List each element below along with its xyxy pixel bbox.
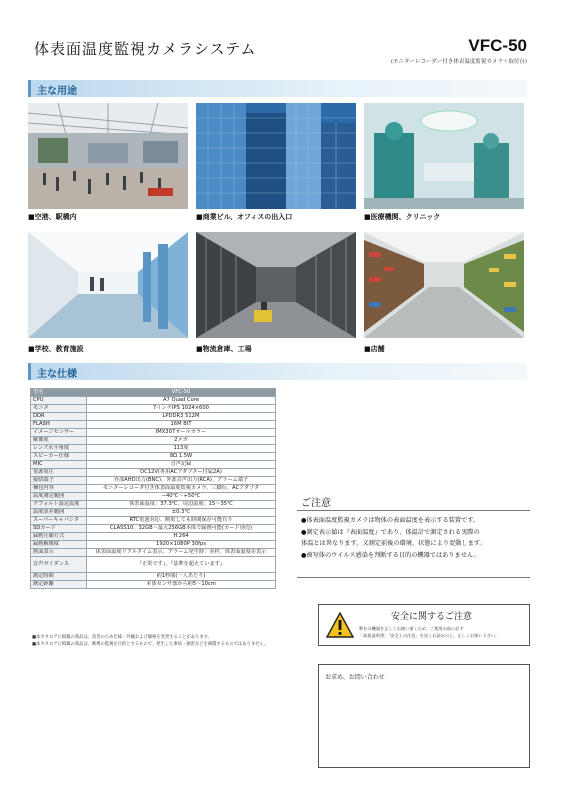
specs-heading: 主な仕様 — [37, 369, 77, 380]
caution-line: ●被写体のウイルス感染を判断する目的の機器ではありません。 — [301, 551, 480, 559]
spec-key: 梱包内容 — [31, 485, 87, 493]
spec-value: H.264 — [87, 533, 276, 541]
safety-text — [359, 625, 529, 639]
spec-key: 電源電圧 — [31, 469, 87, 477]
spec-key: 音声ガイダンス — [31, 557, 87, 573]
spec-value: 1920×1080P 30fps — [87, 541, 276, 549]
caption-office: ■商業ビル、オフィスの出入口 — [196, 213, 293, 221]
spec-row — [31, 549, 276, 557]
spec-row — [31, 501, 276, 509]
spec-value: 外部AHD出力(BNC)、外部音声出力(RCA)、アラーム端子 — [87, 477, 276, 485]
model-number: VFC-50 — [468, 36, 527, 55]
spec-row — [31, 397, 276, 405]
spec-row — [31, 541, 276, 549]
airport-photo — [28, 103, 188, 209]
spec-table — [30, 388, 276, 589]
spec-row — [31, 557, 276, 573]
spec-value: 2メガ — [87, 437, 276, 445]
spec-value: 16M BIT — [87, 421, 276, 429]
spec-value: IMX307オールカラー — [87, 429, 276, 437]
warning-triangle-icon — [326, 612, 354, 638]
uses-heading: 主な用途 — [37, 86, 77, 97]
spec-key: 測定距離 — [31, 581, 87, 589]
spec-row — [31, 445, 276, 453]
spec-value: RTC電池対応、断電しても時間保存可能有り — [87, 517, 276, 525]
spec-key: MIC — [31, 461, 87, 469]
spec-key: 温度誤差範囲 — [31, 509, 87, 517]
spec-value: 音声記録 — [87, 461, 276, 469]
caption-school: ■学校、教育施設 — [28, 345, 84, 353]
caution-title: ご注意 — [301, 498, 331, 509]
spec-key: レンズ水平角度 — [31, 445, 87, 453]
spec-key: CPU — [31, 397, 87, 405]
spec-value: 7インチIPS 1024×600 — [87, 405, 276, 413]
spec-value: LPDDR3 512M — [87, 413, 276, 421]
spec-value: 8Ω 1.5W — [87, 453, 276, 461]
spec-row — [31, 437, 276, 445]
spec-key: 録画解像度 — [31, 541, 87, 549]
caution-box — [297, 510, 530, 578]
spec-key: 型名 — [31, 389, 87, 397]
footnotes — [32, 634, 268, 648]
spec-key: スピーカー仕様 — [31, 453, 87, 461]
spec-key: SDカード — [31, 525, 87, 533]
spec-value: 体表面温度リアルタイム表示、アラーム発生時：赤枠、体表面温度赤表示 — [87, 549, 276, 557]
spec-value: DC12V(専用ACアダプター付属2A) — [87, 469, 276, 477]
inquiry-label: お求め、お問い合わせ — [325, 674, 385, 681]
spec-row — [31, 421, 276, 429]
specs-section-header — [28, 363, 527, 380]
spec-value: VFC-50 — [87, 389, 276, 397]
spec-value: 体表面温度：37.3℃、周辺温度：15～35℃ — [87, 501, 276, 509]
spec-value: 『正常です』、『基準を超えています』 — [87, 557, 276, 573]
warehouse-photo — [196, 232, 356, 338]
safety-text-line: 弊社の機器を正しくお使い頂くため、ご使用の前に必ず — [359, 626, 464, 631]
caption-hospital: ■医療機関、クリニック — [364, 213, 441, 221]
spec-value: 本体センサ部から約5～10cm — [87, 581, 276, 589]
spec-value: A7 Quad Core — [87, 397, 276, 405]
spec-key: イメージセンサー — [31, 429, 87, 437]
spec-value: −40℃～+50℃ — [87, 493, 276, 501]
store-aisle-photo — [364, 232, 524, 338]
footnote: ■本カタログに掲載の商品は、改善のため仕様・外観および価格を変更することがあります。 — [32, 635, 212, 640]
caption-store: ■店舗 — [364, 345, 385, 353]
office-building-photo — [196, 103, 356, 209]
page-title: 体表面温度監視カメラシステム — [34, 40, 257, 58]
spec-key: 測定時間 — [31, 573, 87, 581]
spec-row — [31, 429, 276, 437]
spec-value: CLASS10、32GB～最大256GB本体で録画可能(カード別売) — [87, 525, 276, 533]
spec-row — [31, 509, 276, 517]
spec-header-row — [31, 389, 276, 397]
caution-line: ●体表面温度監視カメラは物体の表面温度を表示する装置です。 — [301, 517, 480, 524]
footnote: ■本カタログに掲載の商品は、映像の監視を目的とするもので、発生した事故・損害などを補償するものではありません。 — [32, 642, 269, 647]
spec-key: DDR — [31, 413, 87, 421]
caution-line: ●測定表示値は『表面温度』であり、体温計で測定される実際の — [301, 528, 480, 536]
spec-row — [31, 517, 276, 525]
spec-row — [31, 405, 276, 413]
safety-notice-box — [318, 604, 530, 646]
safety-text-line: 「取扱説明書」「安全上の注意」を良くお読みの上、正しくお使い下さい。 — [359, 633, 500, 638]
caption-airport: ■空港、駅構内 — [28, 213, 77, 221]
spec-key: モニタ — [31, 405, 87, 413]
school-corridor-photo — [28, 232, 188, 338]
spec-row — [31, 525, 276, 533]
hospital-photo — [364, 103, 524, 209]
spec-value: 約1秒間(一人あたり) — [87, 573, 276, 581]
inquiry-box — [318, 664, 530, 768]
spec-value: 113度 — [87, 445, 276, 453]
spec-key: デフォルト設定温度 — [31, 501, 87, 509]
spec-key: 接続端子 — [31, 477, 87, 485]
spec-row — [31, 413, 276, 421]
spec-row — [31, 573, 276, 581]
spec-key: 解像度 — [31, 437, 87, 445]
caption-warehouse: ■物流倉庫、工場 — [196, 345, 252, 353]
spec-key: 画面表示 — [31, 549, 87, 557]
model-subnote: (モニターレコーダー付き体表温度監視カメラ＋取付台) — [390, 59, 527, 65]
caution-line: 体温とは異なります。又測定前後の環境、状態により変動します。 — [301, 540, 486, 547]
spec-key: FLASH — [31, 421, 87, 429]
spec-key: スーパーキャパシタ — [31, 517, 87, 525]
spec-value: ±0.3℃ — [87, 509, 276, 517]
spec-row — [31, 485, 276, 493]
spec-key: 温度測定範囲 — [31, 493, 87, 501]
spec-row — [31, 581, 276, 589]
uses-section-header — [28, 80, 527, 97]
safety-title: 安全に関するご注意 — [391, 612, 473, 622]
spec-row — [31, 469, 276, 477]
spec-row — [31, 493, 276, 501]
spec-row — [31, 461, 276, 469]
spec-row — [31, 533, 276, 541]
spec-row — [31, 477, 276, 485]
spec-key: 録画圧縮方式 — [31, 533, 87, 541]
spec-value: モニターレコーダ付き体表面温度監視カメラ、三脚台、ACアダプタ — [87, 485, 276, 493]
spec-row — [31, 453, 276, 461]
